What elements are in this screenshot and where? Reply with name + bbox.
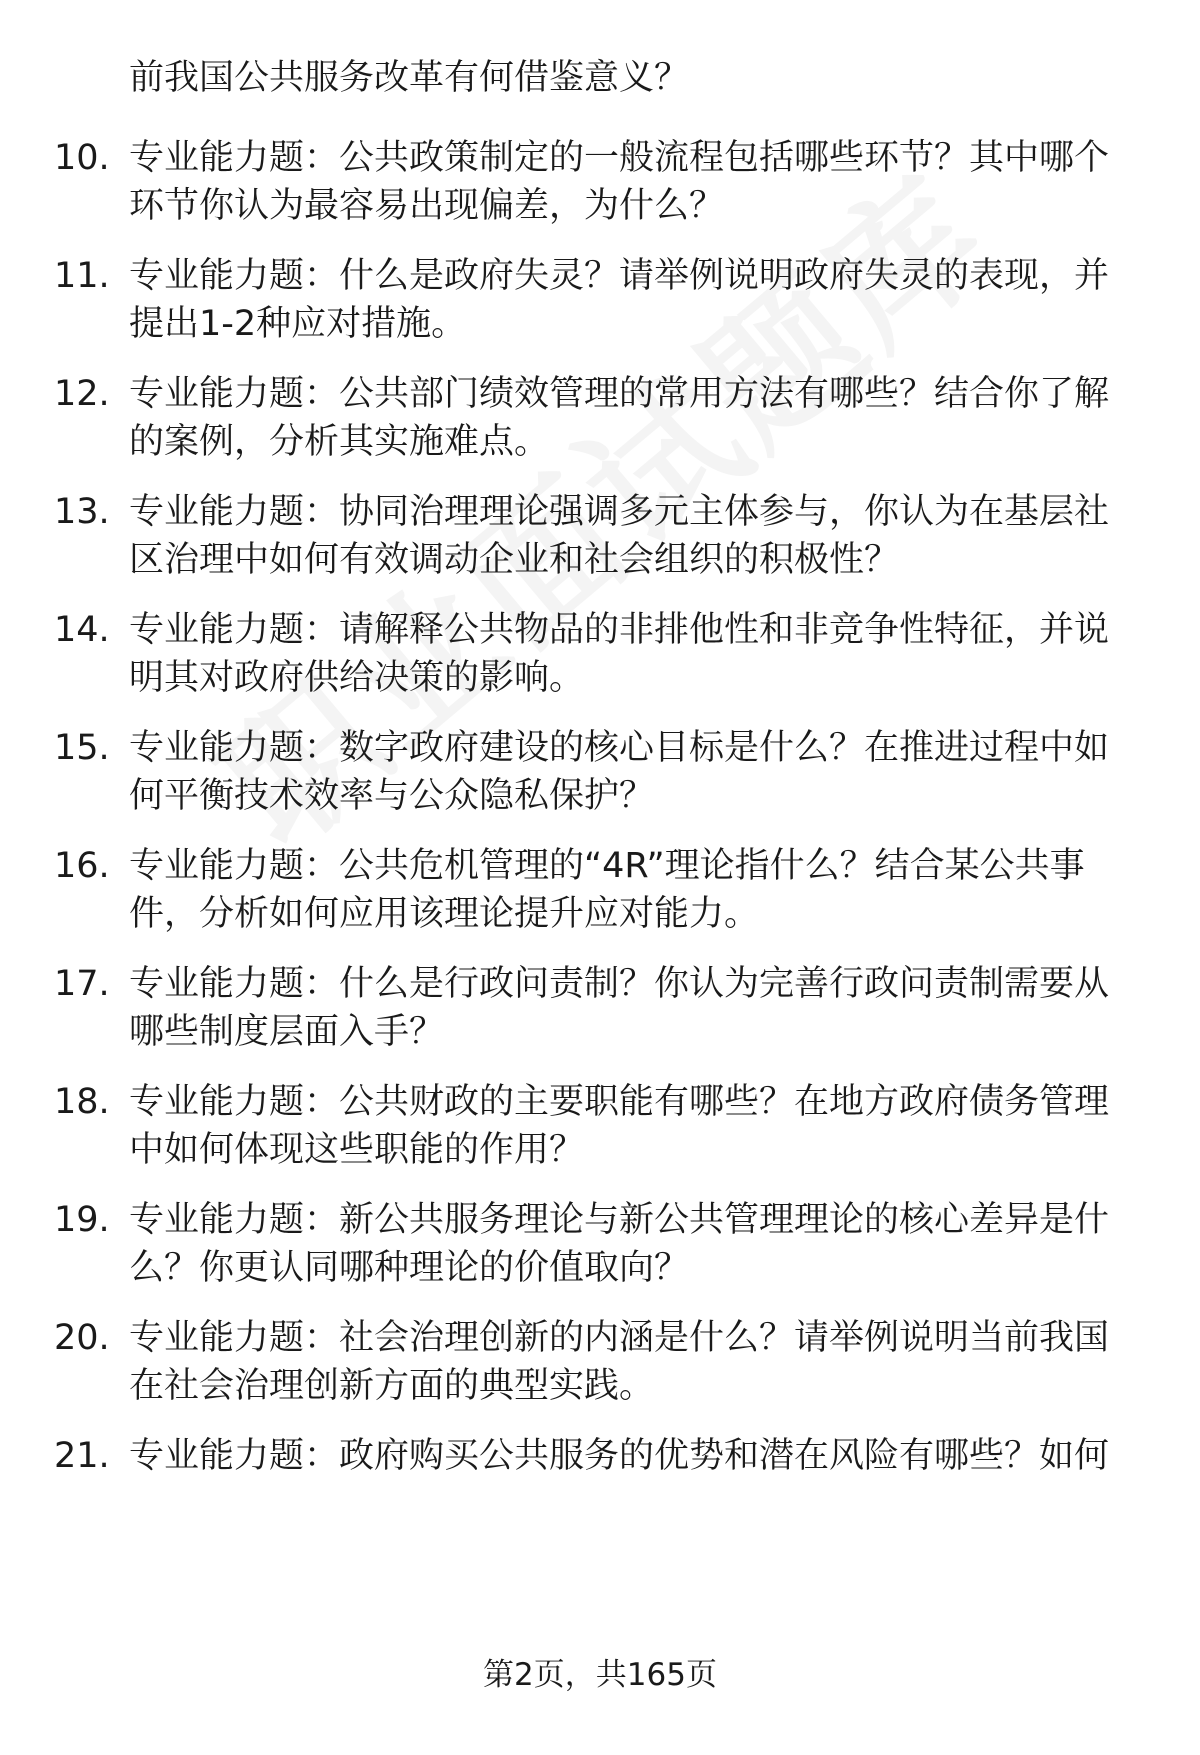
question-text-line: 件，分析如何应用该理论提升应对能力。 [129,894,760,934]
question-text [129,488,1149,584]
question-text [129,370,1149,466]
question-text [129,842,1149,938]
question-item [0,724,1200,834]
question-text [129,724,1149,820]
question-text [129,1078,1149,1174]
question-number: 13. [54,492,110,532]
question-text-line: 的案例，分析其实施难点。 [129,422,550,462]
page-footer: 第2页，共165页 [483,1657,717,1693]
question-text [129,1196,1149,1292]
question-text-line: 在社会治理创新方面的典型实践。 [129,1366,655,1406]
question-number: 12. [54,374,110,414]
question-text-line: 专业能力题：协同治理理论强调多元主体参与，你认为在基层社 [129,492,1110,532]
question-text [129,134,1149,230]
question-item [0,1196,1200,1306]
question-text-line: 何平衡技术效率与公众隐私保护？ [129,776,655,816]
question-number: 20. [54,1318,110,1358]
question-text-line: 专业能力题：公共政策制定的一般流程包括哪些环节？其中哪个 [129,138,1110,178]
question-item [0,842,1200,952]
question-text-line: 专业能力题：公共财政的主要职能有哪些？在地方政府债务管理 [129,1082,1110,1122]
question-number: 14. [54,610,110,650]
question-item [0,134,1200,244]
question-text-line: 明其对政府供给决策的影响。 [129,658,585,698]
question-text [129,252,1149,348]
question-number: 15. [54,728,110,768]
question-item [0,252,1200,362]
question-item [0,1314,1200,1424]
question-text-line: 专业能力题：数字政府建设的核心目标是什么？在推进过程中如 [129,728,1110,768]
question-text [129,1314,1149,1410]
question-text-line: 专业能力题：公共危机管理的“4R”理论指什么？结合某公共事 [129,846,1085,886]
question-number: 16. [54,846,110,886]
question-text-line: 提出1-2种应对措施。 [129,304,467,344]
question-item [0,1078,1200,1188]
question-text-line: 哪些制度层面入手？ [129,1012,445,1052]
question-text-line: 专业能力题：社会治理创新的内涵是什么？请举例说明当前我国 [129,1318,1110,1358]
question-number: 10. [54,138,110,178]
question-text-line: 中如何体现这些职能的作用？ [129,1130,585,1170]
question-text-line: 专业能力题：什么是政府失灵？请举例说明政府失灵的表现，并 [129,256,1110,296]
question-text-line: 区治理中如何有效调动企业和社会组织的积极性？ [129,540,900,580]
question-number: 17. [54,964,110,1004]
question-text [129,606,1149,702]
question-item [0,606,1200,716]
question-text-line: 专业能力题：什么是行政问责制？你认为完善行政问责制需要从 [129,964,1110,1004]
question-number: 11. [54,256,110,296]
question-number: 19. [54,1200,110,1240]
question-text-line: 么？你更认同哪种理论的价值取向？ [129,1248,690,1288]
question-text [129,960,1149,1056]
question-text-line: 专业能力题：政府购买公共服务的优势和潜在风险有哪些？如何 [129,1436,1110,1476]
question-item [0,960,1200,1070]
continuation-line: 前我国公共服务改革有何借鉴意义？ [129,58,690,98]
question-number: 18. [54,1082,110,1122]
question-number: 21. [54,1436,110,1476]
question-item [0,370,1200,480]
question-text-line: 专业能力题：新公共服务理论与新公共管理理论的核心差异是什 [129,1200,1110,1240]
question-text-line: 环节你认为最容易出现偏差，为什么？ [129,186,725,226]
question-item [0,488,1200,598]
question-item [0,1432,1200,1542]
question-text-line: 专业能力题：公共部门绩效管理的常用方法有哪些？结合你了解 [129,374,1110,414]
question-text-line: 专业能力题：请解释公共物品的非排他性和非竞争性特征，并说 [129,610,1110,650]
question-text [129,1432,1149,1480]
